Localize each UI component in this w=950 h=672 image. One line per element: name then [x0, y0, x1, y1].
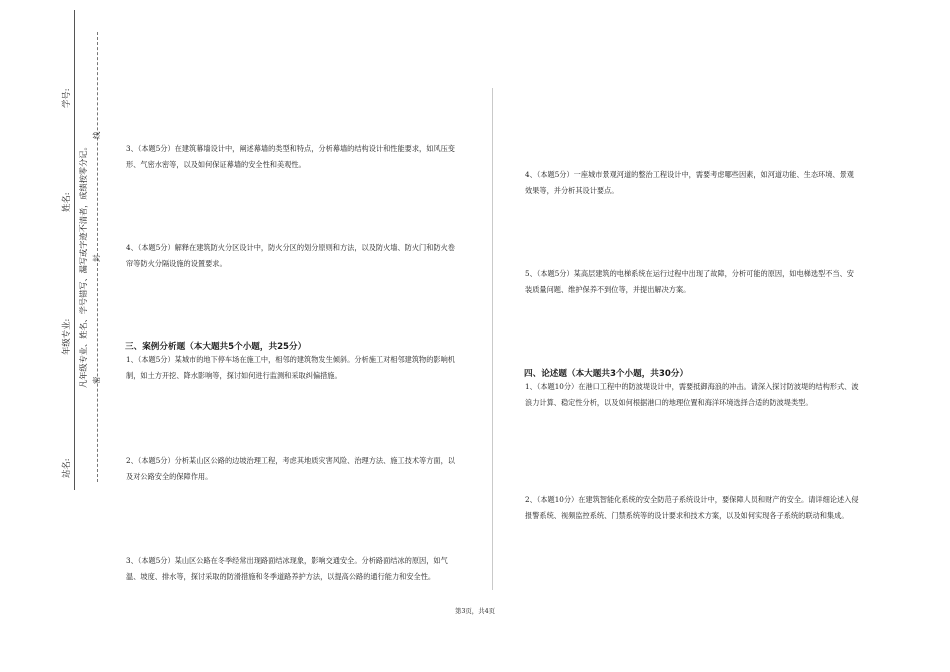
question-4-fire-compartment: 4、（本题5分）解释在建筑防火分区设计中，防火分区的划分原则和方法，以及防火墙、防火门和防火卷帘等防火分隔设施的设置要求。: [126, 243, 455, 268]
case-question-3: 3、（本题5分）某山区公路在冬季经常出现路面结冰现象，影响交通安全。分析路面结冰的原因，如气温、坡度、排水等，探讨采取的防滑措施和冬季道路养护方法，以提高公路的通行能力和安全性。: [126, 556, 448, 581]
binding-notice: 凡年级专业、姓名、学号错写、漏写或字迹不清者，成绩按零分记。: [78, 142, 88, 388]
case-question-1: 1、（本题5分）某城市的地下停车场在施工中，相邻的建筑物发生倾斜。分析施工对相邻建筑物的影响机制，如土方开挖、降水影响等，探讨如何进行监测和采取纠偏措施。: [126, 355, 455, 380]
seal-mark-mi: 密: [92, 376, 101, 384]
case-question-4: 4、（本题5分）一座城市景观河道的整治工程设计中，需要考虑哪些因素，如河道功能、生态环境、景观效果等，并分析其设计要点。: [525, 170, 854, 195]
binding-margin: [0, 0, 115, 520]
seal-mark-feng: 封: [92, 254, 101, 262]
section-4-title: 四、论述题（本大题共3个小题，共30分）: [524, 369, 689, 379]
column-divider: [492, 88, 493, 590]
name-label-top: 姓名:: [61, 192, 71, 212]
section-3-title: 三、案例分析题（本大题共5个小题，共25分）: [125, 342, 307, 352]
case-question-5: 5、（本题5分）某高层建筑的电梯系统在运行过程中出现了故障，分析可能的原因，如电梯选型不当、安装质量问题、维护保养不到位等，并提出解决方案。: [525, 269, 854, 294]
station-name-label: 站名:: [61, 458, 71, 478]
essay-question-1: 1、（本题10分）在港口工程中的防波堤设计中，需要抵御海浪的冲击。请深入探讨防波堤的结构形式、波浪力计算、稳定性分析，以及如何根据港口的地理位置和海洋环境选择合适的防波堤类型。: [525, 382, 859, 407]
grade-major-label: 年级专业:: [61, 318, 71, 355]
seal-mark-xian: 线: [92, 131, 101, 139]
question-3-curtain-wall: 3、（本题5分）在建筑幕墙设计中，阐述幕墙的类型和特点，分析幕墙的结构设计和性能要求，如风压变形、气密水密等，以及如何保证幕墙的安全性和美观性。: [126, 144, 455, 169]
page-number: 第3页，共4页: [454, 607, 496, 615]
essay-question-2: 2、（本题10分）在建筑智能化系统的安全防范子系统设计中，要保障人员和财产的安全。请详细论述入侵报警系统、视频监控系统、门禁系统等的设计要求和技术方案，以及如何实现各子系统的联动和集成。: [525, 495, 859, 520]
case-question-2: 2、（本题5分）分析某山区公路的边坡治理工程，考虑其地质灾害风险、治理方法、施工技术等方面，以及对公路安全的保障作用。: [126, 456, 455, 481]
margin-solid-line: [74, 10, 75, 490]
student-id-label: 学号:: [61, 88, 71, 108]
